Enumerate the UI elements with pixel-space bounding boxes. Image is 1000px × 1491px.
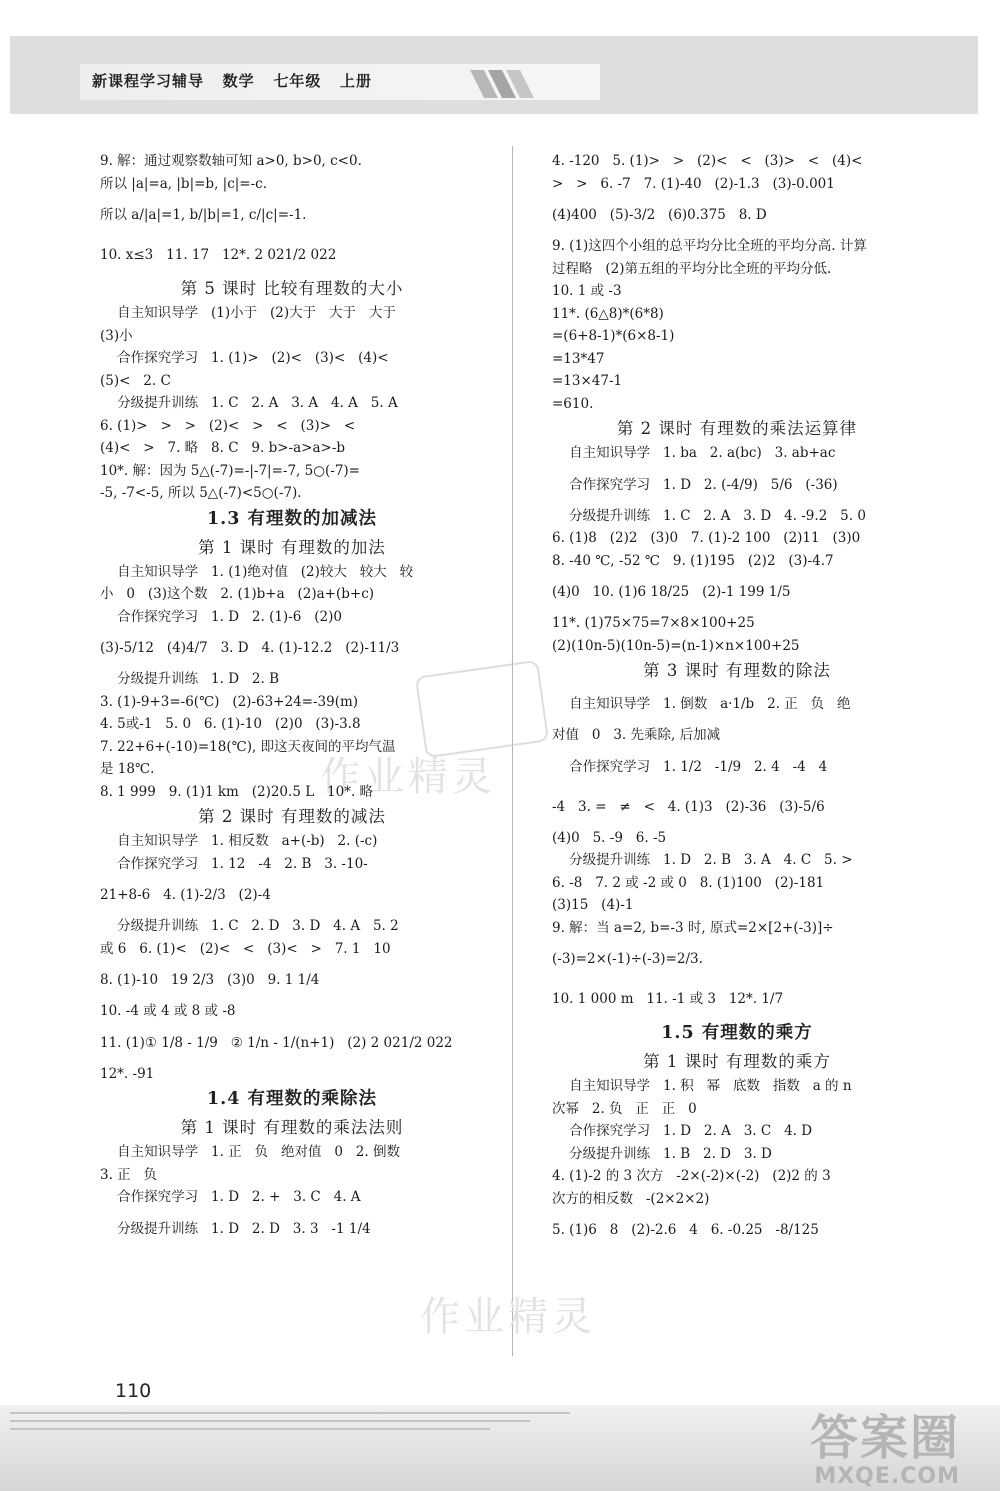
answer-line: =610. [552,395,594,412]
answer-line: 10. x≤3 11. 17 12*. 2 021/2 022 [100,247,337,263]
lesson-heading: 第 1 课时 有理数的乘法法则 [180,1118,404,1137]
answer-line: 自主知识导学 1. 相反数 a+(-b) 2. (-c) [100,833,378,849]
answer-line: 或 6 6. (1)< (2)< < (3)< > 7. 1 10 [100,940,391,957]
answer-line: 分级提升训练 1. D 2. B 3. A 4. C 5. > [552,852,853,868]
answer-line: 分级提升训练 1. C 2. A 3. D 4. -9.2 5. 0 [552,507,866,524]
answer-line: -4 3. = ≠ < 4. (1)3 (2)-36 (3)-5/6 [552,798,825,815]
answer-line: (4)0 5. -9 6. -5 [552,829,667,846]
answer-line: 对值 0 3. 先乘除, 后加减 [552,727,721,743]
page-number: 110 [115,1380,152,1402]
answer-line: 合作探究学习 1. D 2. + 3. C 4. A [100,1189,361,1205]
answer-line: 自主知识导学 (1)小于 (2)大于 大于 大于 [100,305,396,321]
answer-line: 21+8-6 4. (1)-2/3 (2)-4 [100,887,271,903]
answer-line: 自主知识导学 1. ba 2. a(bc) 3. ab+ac [552,445,836,461]
answer-line: 合作探究学习 1. (1)> (2)< (3)< (4)< [100,350,389,366]
answer-line: (3)-5/12 (4)4/7 3. D 4. (1)-12.2 (2)-11/3 [100,640,400,656]
footer-stripe [10,1428,490,1430]
answer-line: 分级提升训练 1. C 2. D 3. D 4. A 5. 2 [100,918,399,934]
answer-line: 11*. (1)75×75=7×8×100+25 [552,615,755,631]
answer-line: 5. (1)6 8 (2)-2.6 4 6. -0.25 -8/125 [552,1222,819,1238]
answer-line: 是 18℃. [100,761,155,777]
answer-line: (4)< > 7. 略 8. C 9. b>-a>a>-b [100,440,346,456]
answer-line: 6. (1)> > > (2)< > < (3)> < [100,417,356,434]
answer-line: 11. (1)① 1/8 - 1/9 ② 1/n - 1/(n+1) (2) 2 021/2 022 [100,1034,453,1051]
lesson-heading: 第 5 课时 比较有理数的大小 [180,279,404,298]
answer-line: 合作探究学习 1. 12 -4 2. B 3. -10- [100,855,368,872]
answer-line: 10*. 解：因为 5△(-7)=-|-7|=-7, 5○(-7)= [100,462,360,479]
header-stripes-decoration [470,70,540,100]
lesson-heading: 第 1 课时 有理数的加法 [198,537,386,557]
footer-stripe [10,1412,570,1414]
lesson-heading: 第 3 课时 有理数的除法 [643,661,831,680]
answer-line: 所以 |a|=a, |b|=b, |c|=-c. [100,175,268,192]
answer-line: 4. -120 5. (1)> > (2)< < (3)> < (4)< [552,153,863,169]
answer-line: 次方的相反数 -(2×2×2) [552,1190,710,1207]
answer-line: 12*. -91 [100,1065,155,1082]
answer-line: 8. -40 ℃, -52 ℃ 9. (1)195 (2)2 (3)-4.7 [552,552,834,569]
column-divider [512,146,513,1356]
answer-line: (5)< 2. C [100,372,171,389]
answer-line: -5, -7<-5, 所以 5△(-7)<5○(-7). [100,485,302,501]
answer-line: (3)15 (4)-1 [552,897,634,913]
answers-left-column [100,150,484,1249]
answer-line: 自主知识导学 1. 正 负 绝对值 0 2. 倒数 [100,1144,400,1160]
answer-line: 3. 正 负 [100,1166,158,1183]
answer-line: (2)(10n-5)(10n-5)=(n-1)×n×100+25 [552,637,800,654]
answer-line: 6. -8 7. 2 或 -2 或 0 8. (1)100 (2)-181 [552,874,825,891]
answer-line: 小 0 (3)这个数 2. (1)b+a (2)a+(b+c) [100,586,375,602]
answer-line: =13×47-1 [552,373,623,389]
answer-line: 自主知识导学 1. (1)绝对值 (2)较大 较大 较 [100,563,414,580]
faint-watermark: 作业精灵 [420,1294,596,1340]
answer-line: 9. (1)这四个小组的总平均分比全班的平均分高. 计算 [552,238,867,254]
section-heading: 1.4 有理数的乘除法 [206,1089,378,1109]
watermark-logo: 答案圈 [809,1410,960,1466]
section-heading: 1.5 有理数的乘方 [661,1023,813,1043]
answer-line: 10. -4 或 4 或 8 或 -8 [100,1003,236,1019]
answer-line: (3)小 [100,327,133,344]
answer-line: 8. 1 999 9. (1)1 km (2)20.5 L 10*. 略 [100,783,374,800]
answer-line: 4. 5或-1 5. 0 6. (1)-10 (2)0 (3)-3.8 [100,716,361,732]
answer-line: 合作探究学习 1. 1/2 -1/9 2. 4 -4 4 [552,758,828,775]
answer-line: 6. (1)8 (2)2 (3)0 7. (1)-2 100 (2)11 (3)0 [552,530,861,546]
answer-line: 10. 1 或 -3 [552,283,622,299]
answer-line: 分级提升训练 1. C 2. A 3. A 4. A 5. A [100,395,398,411]
answer-line: 次幂 2. 负 正 正 0 [552,1100,697,1117]
section-heading: 1.3 有理数的加减法 [206,508,378,529]
answer-line: 11*. (6△8)*(6*8) [552,305,664,322]
answer-line: 10. 1 000 m 11. -1 或 3 12*. 1/7 [552,991,784,1007]
answer-line: (-3)=2×(-1)÷(-3)=2/3. [552,951,703,967]
answer-line: 合作探究学习 1. D 2. (-4/9) 5/6 (-36) [552,476,838,493]
faint-watermark: 作业精灵 [320,754,496,800]
answer-line: 合作探究学习 1. D 2. (1)-6 (2)0 [100,608,342,625]
answer-line: 3. (1)-9+3=-6(℃) (2)-63+24=-39(m) [100,693,359,710]
answer-line: 9. 解：当 a=2, b=-3 时, 原式=2×[2+(-3)]÷ [552,919,834,936]
answer-line: 所以 a/|a|=1, b/|b|=1, c/|c|=-1. [100,207,307,223]
answer-line: 分级提升训练 1. B 2. D 3. D [552,1145,772,1162]
answer-line: 过程略 (2)第五组的平均分比全班的平均分低. [552,260,832,277]
site-watermark [810,1412,960,1489]
lesson-heading: 第 2 课时 有理数的减法 [198,807,386,826]
header-title: 新课程学习辅导 数学 七年级 上册 [92,72,373,90]
answer-line: 自主知识导学 1. 倒数 a·1/b 2. 正 负 绝 [552,696,851,712]
answer-line: 4. (1)-2 的 3 次方 -2×(-2)×(-2) (2)2 的 3 [552,1168,831,1184]
answer-line: 9. 解：通过观察数轴可知 a>0, b>0, c<0. [100,153,362,169]
answer-line: (4)400 (5)-3/2 (6)0.375 8. D [552,207,767,223]
footer-stripe [10,1420,530,1422]
answer-line: 8. (1)-10 19 2/3 (3)0 9. 1 1/4 [100,972,320,988]
answer-line: (4)0 10. (1)6 18/25 (2)-1 199 1/5 [552,584,791,600]
answer-line: 分级提升训练 1. D 2. B [100,671,280,687]
lesson-heading: 第 2 课时 有理数的乘法运算律 [616,419,858,438]
answer-line: 自主知识导学 1. 积 幂 底数 指数 a 的 n [552,1078,852,1094]
answer-line: > > 6. -7 7. (1)-40 (2)-1.3 (3)-0.001 [552,175,835,192]
answer-line: 7. 22+6+(-10)=18(℃), 即这天夜间的平均气温 [100,738,396,755]
watermark-url: MXQE.COM [814,1464,960,1489]
answer-line: =(6+8-1)*(6×8-1) [552,328,675,344]
answer-line: =13*47 [552,350,605,367]
answer-line: 合作探究学习 1. D 2. A 3. C 4. D [552,1123,813,1139]
answer-line: 分级提升训练 1. D 2. D 3. 3 -1 1/4 [100,1220,371,1237]
answers-right-column [552,150,922,1250]
lesson-heading: 第 1 课时 有理数的乘方 [643,1052,831,1071]
